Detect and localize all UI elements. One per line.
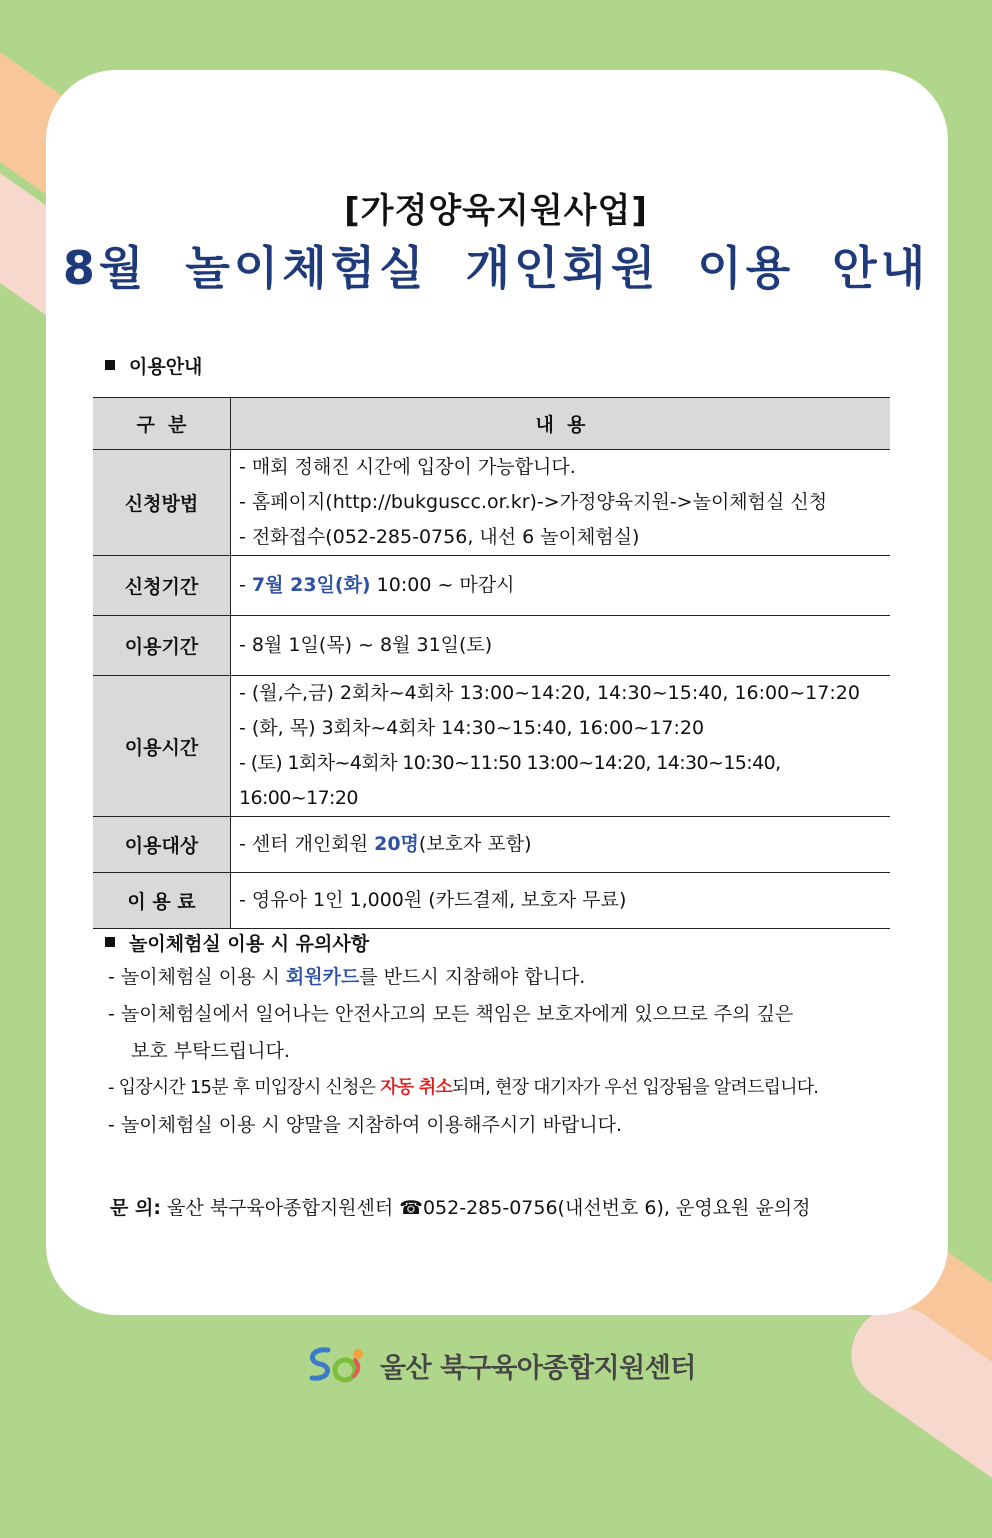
- usage-heading-text: 이용안내: [129, 356, 203, 378]
- apply-period-prefix: -: [239, 574, 252, 596]
- notes-section-heading: [105, 929, 369, 956]
- column-header-content: 내 용: [231, 398, 891, 450]
- usage-section-heading: [105, 352, 202, 379]
- note-text: 되며, 현장 대기자가 우선 입장됨을 알려드립니다.: [452, 1077, 819, 1098]
- table-row-use-time: [93, 676, 890, 817]
- table-row-apply-period: [93, 556, 890, 616]
- apply-method-line-3: - 전화접수(052-285-0756, 내선 6 놀이체험실): [239, 526, 640, 548]
- row-value: [231, 450, 891, 556]
- table-row-target: [93, 817, 890, 873]
- note-item-continued: 보호 부탁드립니다.: [131, 1040, 290, 1062]
- row-value: - 영유아 1인 1,000원 (카드결제, 보호자 무료): [231, 873, 891, 929]
- note-text: 를 반드시 지참해야 합니다.: [359, 966, 586, 988]
- contact-text: 울산 북구육아종합지원센터 ☎052-285-0756(내선번호 6), 운영요원 윤의정: [160, 1197, 811, 1219]
- row-label: 이 용 료: [93, 873, 231, 929]
- note-highlight: 자동 취소: [380, 1077, 453, 1098]
- note-item: [108, 1073, 818, 1110]
- column-header-category: 구 분: [93, 398, 231, 450]
- row-value: - 8월 1일(목) ~ 8월 31일(토): [231, 616, 891, 676]
- target-count: 20명: [374, 833, 419, 855]
- contact-line: [110, 1193, 811, 1220]
- note-highlight: 회원카드: [285, 966, 360, 988]
- note-item: [108, 962, 818, 999]
- apply-method-line-1: - 매회 정해진 시간에 입장이 가능합니다.: [239, 456, 576, 478]
- note-item: - 놀이체험실에서 일어나는 안전사고의 모든 책임은 보호자에게 있으므로 주의 깊은: [108, 1003, 794, 1025]
- use-time-line-1: - (월,수,금) 2회차~4회차 13:00~14:20, 14:30~15:40, 16:00~17:20: [239, 682, 860, 704]
- usage-table: [93, 397, 890, 929]
- page-title: 8월 놀이체험실 개인회원 이용 안내: [62, 241, 930, 295]
- row-label: 신청방법: [93, 450, 231, 556]
- row-label: 이용대상: [93, 817, 231, 873]
- table-row-use-period: [93, 616, 890, 676]
- row-label: 이용시간: [93, 676, 231, 817]
- apply-period-date: 7월 23일(화): [251, 574, 371, 596]
- footer-logo: [300, 1335, 696, 1395]
- note-text: - 놀이체험실 이용 시: [108, 966, 286, 988]
- table-header-row: [93, 398, 890, 450]
- note-item: - 놀이체험실 이용 시 양말을 지참하여 이용해주시기 바랍니다.: [108, 1114, 623, 1136]
- row-label: 이용기간: [93, 616, 231, 676]
- apply-method-line-2: - 홈페이지(http://bukguscc.or.kr)->가정양육지원->놀이체험실 신청: [239, 491, 828, 513]
- table-row-fee: [93, 873, 890, 929]
- org-name: 울산 북구육아종합지원센터: [380, 1352, 696, 1384]
- contact-label: 문 의:: [110, 1197, 161, 1219]
- table-row-apply-method: [93, 450, 890, 556]
- apply-period-suffix: 10:00 ~ 마감시: [370, 574, 515, 596]
- org-logo-icon: [300, 1340, 370, 1390]
- row-label: 신청기간: [93, 556, 231, 616]
- notes-heading-text: 놀이체험실 이용 시 유의사항: [129, 933, 370, 955]
- row-value: [231, 817, 891, 873]
- row-value: [231, 676, 891, 817]
- square-bullet-icon: [105, 937, 115, 947]
- notes-list: [108, 962, 818, 1147]
- square-bullet-icon: [105, 360, 115, 370]
- use-time-line-3: - (토) 1회차~4회차 10:30~11:50 13:00~14:20, 14:30~15:40, 16:00~17:20: [239, 752, 781, 809]
- target-suffix: (보호자 포함): [418, 833, 532, 855]
- note-text: - 입장시간 15분 후 미입장시 신청은: [108, 1077, 381, 1098]
- target-prefix: - 센터 개인회원: [239, 833, 375, 855]
- row-value: [231, 556, 891, 616]
- page-subtitle: [가정양육지원사업]: [344, 191, 648, 231]
- use-time-line-2: - (화, 목) 3회차~4회차 14:30~15:40, 16:00~17:20: [239, 717, 705, 739]
